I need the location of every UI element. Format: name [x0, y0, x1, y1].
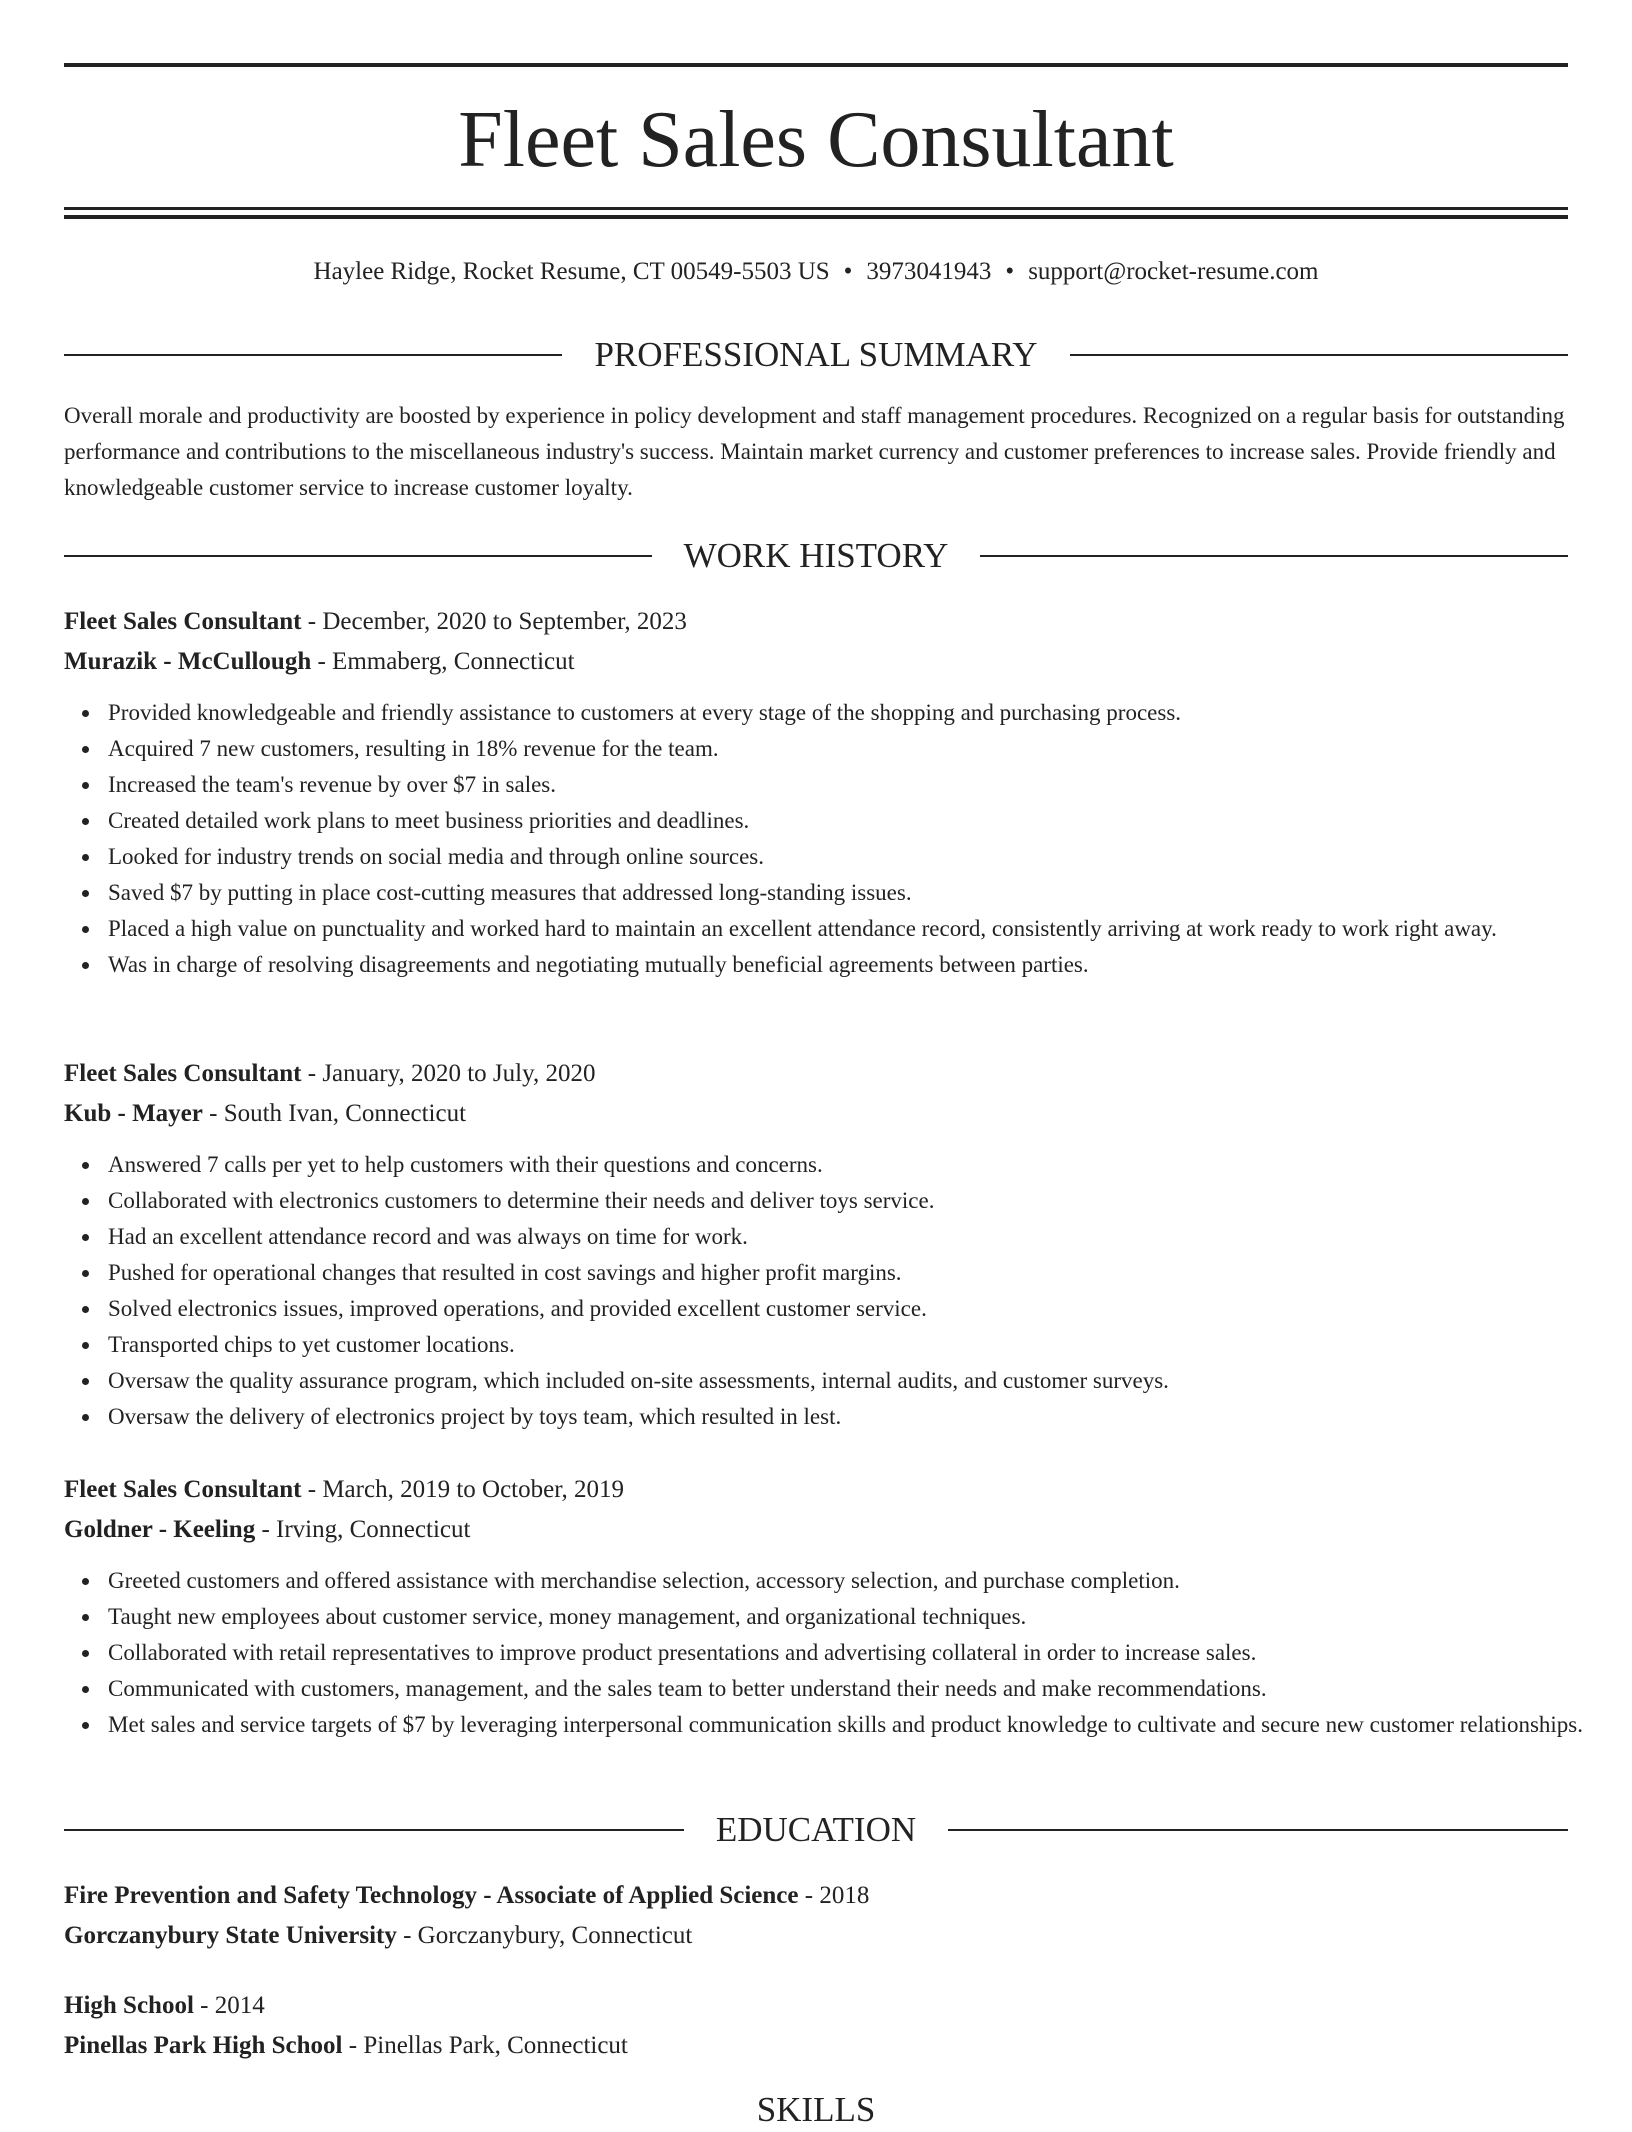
section-heading-education: [64, 1808, 1568, 1852]
list-item: Acquired 7 new customers, resulting in 18% revenue for the team.: [108, 731, 1612, 767]
job-title-line: [64, 1470, 1568, 1510]
job-title: Fleet Sales Consultant: [64, 608, 302, 635]
list-item: Met sales and service targets of $7 by leveraging interpersonal communication skills and product knowledge to cultivate and secure new customer relationships.: [108, 1707, 1612, 1743]
job-title: Fleet Sales Consultant: [64, 1476, 302, 1503]
job-company: Kub - Mayer: [64, 1100, 203, 1127]
job-location: - South Ivan, Connecticut: [202, 1100, 467, 1127]
header-top-rule: [64, 63, 1568, 67]
contact-separator: •: [1005, 258, 1015, 285]
job-company-line: [64, 1510, 1568, 1550]
education-location: - Gorczanybury, Connecticut: [396, 1922, 693, 1949]
job-location: - Irving, Connecticut: [255, 1516, 471, 1543]
list-item: Transported chips to yet customer locations.: [108, 1327, 1612, 1363]
education-school: Pinellas Park High School: [64, 2032, 343, 2059]
education-school-line: [64, 2026, 1568, 2066]
section-heading-work: [64, 534, 1568, 578]
list-item: Oversaw the delivery of electronics project by toys team, which resulted in lest.: [108, 1399, 1612, 1435]
contact-phone: 3973041943: [866, 258, 992, 285]
job-dates: - March, 2019 to October, 2019: [301, 1476, 625, 1503]
list-item: Created detailed work plans to meet business priorities and deadlines.: [108, 803, 1612, 839]
header-bottom-rule-2: [64, 215, 1568, 219]
education-degree-line: [64, 1986, 1568, 2026]
heading-rule: [64, 555, 652, 557]
summary-text: Overall morale and productivity are boosted by experience in policy development and staff management procedures. Recognized on a regular basis for outstanding performance and contributions to the miscellaneous industry's success. Maintain market currency and customer preferences to increase sales. Provide friendly and knowledgeable customer service to increase customer loyalty.: [64, 403, 1565, 500]
list-item: Placed a high value on punctuality and worked hard to maintain an excellent attendance record, consistently arriving at work ready to work right away.: [108, 911, 1612, 947]
job-company: Goldner - Keeling: [64, 1516, 256, 1543]
job-dates: - January, 2020 to July, 2020: [301, 1060, 596, 1087]
contact-separator: •: [843, 258, 853, 285]
job-title-line: [64, 1054, 1568, 1094]
education-school-line: [64, 1916, 1568, 1956]
job-dates: - December, 2020 to September, 2023: [301, 608, 687, 635]
job-bullets: [64, 695, 1612, 983]
list-item: Saved $7 by putting in place cost-cutting measures that addressed long-standing issues.: [108, 875, 1612, 911]
list-item: Collaborated with retail representatives to improve product presentations and advertising collateral in order to increase sales.: [108, 1635, 1612, 1671]
resume-title: Fleet Sales Consultant: [458, 96, 1174, 184]
heading-rule: [64, 354, 562, 356]
job-company-line: [64, 1094, 1568, 1134]
list-item: Was in charge of resolving disagreements and negotiating mutually beneficial agreements between parties.: [108, 947, 1612, 983]
heading-rule: [1070, 354, 1568, 356]
education-degree: Fire Prevention and Safety Technology - Associate of Applied Science: [64, 1882, 799, 1909]
section-heading-summary: [64, 333, 1568, 377]
contact-address: Haylee Ridge, Rocket Resume, CT 00549-5503 US: [313, 258, 830, 285]
education-location: - Pinellas Park, Connecticut: [342, 2032, 628, 2059]
section-title: WORK HISTORY: [683, 536, 949, 575]
heading-rule: [64, 1829, 684, 1831]
heading-rule: [948, 1829, 1568, 1831]
education-degree-line: [64, 1876, 1568, 1916]
job-location: - Emmaberg, Connecticut: [311, 648, 575, 675]
section-title: PROFESSIONAL SUMMARY: [594, 335, 1038, 374]
list-item: Provided knowledgeable and friendly assistance to customers at every stage of the shopping and purchasing process.: [108, 695, 1612, 731]
list-item: Greeted customers and offered assistance with merchandise selection, accessory selection, and purchase completion.: [108, 1563, 1612, 1599]
list-item: Solved electronics issues, improved operations, and provided excellent customer service.: [108, 1291, 1612, 1327]
contact-line: [64, 254, 1568, 290]
list-item: Collaborated with electronics customers to determine their needs and deliver toys service.: [108, 1183, 1612, 1219]
heading-rule: [980, 555, 1568, 557]
list-item: Increased the team's revenue by over $7 in sales.: [108, 767, 1612, 803]
education-year: - 2014: [193, 1992, 265, 2019]
job-title-line: [64, 602, 1568, 642]
education-year: - 2018: [798, 1882, 870, 1909]
list-item: Answered 7 calls per yet to help customers with their questions and concerns.: [108, 1147, 1612, 1183]
education-degree: High School: [64, 1992, 194, 2019]
section-title: EDUCATION: [715, 1810, 917, 1849]
education-school: Gorczanybury State University: [64, 1922, 397, 1949]
job-bullets: [64, 1147, 1612, 1435]
list-item: Pushed for operational changes that resulted in cost savings and higher profit margins.: [108, 1255, 1612, 1291]
section-title-skills: SKILLS: [756, 2090, 876, 2129]
header-bottom-rule-1: [64, 207, 1568, 210]
list-item: Oversaw the quality assurance program, which included on-site assessments, internal audits, and customer surveys.: [108, 1363, 1612, 1399]
job-bullets: [64, 1563, 1612, 1743]
list-item: Taught new employees about customer service, money management, and organizational techniques.: [108, 1599, 1612, 1635]
list-item: Had an excellent attendance record and was always on time for work.: [108, 1219, 1612, 1255]
contact-email: support@rocket-resume.com: [1028, 258, 1319, 285]
job-title: Fleet Sales Consultant: [64, 1060, 302, 1087]
list-item: Looked for industry trends on social media and through online sources.: [108, 839, 1612, 875]
job-company-line: [64, 642, 1568, 682]
list-item: Communicated with customers, management, and the sales team to better understand their needs and make recommendations.: [108, 1671, 1612, 1707]
job-company: Murazik - McCullough: [64, 648, 312, 675]
